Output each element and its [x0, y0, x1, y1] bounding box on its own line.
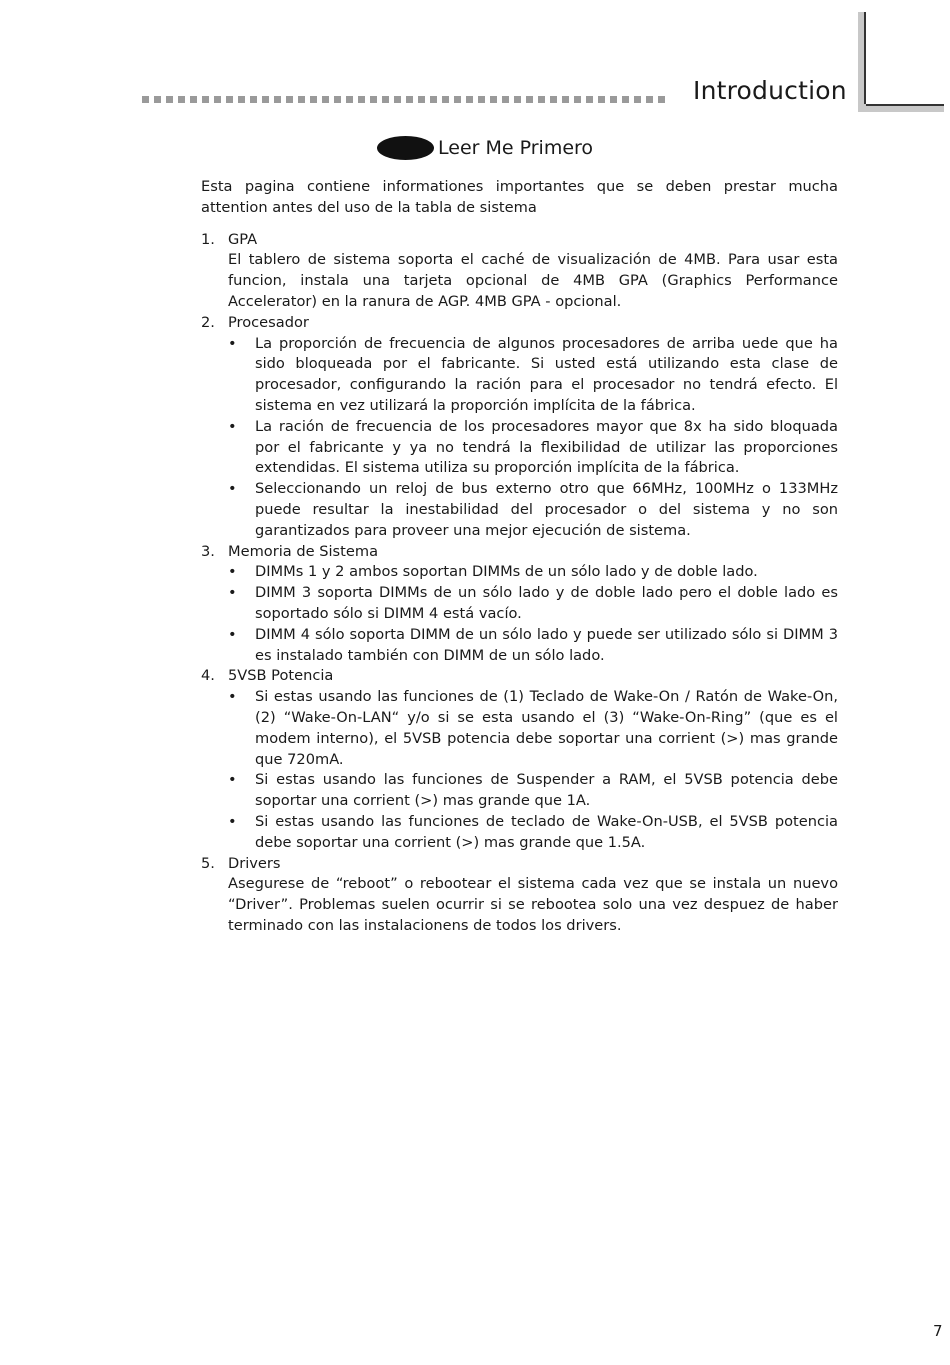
item-body [228, 854, 838, 937]
bullet-item [228, 687, 838, 770]
numbered-list [201, 230, 838, 937]
rule-dot [334, 96, 341, 103]
rule-dot [610, 96, 617, 103]
bullet-glyph: • [228, 480, 237, 498]
section-heading [377, 136, 593, 160]
bullet-text: Si estas usando las funciones de teclado de Wake-On-USB, el 5VSB potencia debe soportar una corrient (>) mas grande que 1.5A. [255, 812, 838, 851]
document-body [201, 177, 838, 937]
item-text: El tablero de sistema soporta el caché de visualización de 4MB. Para usar esta funcion, instala una tarjeta opcional de 4MB GPA (Graphics Performance Accelerator) en la ranura de AGP. 4MB GPA - opcional. [228, 251, 838, 310]
bullet-glyph: • [228, 334, 237, 352]
rule-dot [286, 96, 293, 103]
rule-dot [454, 96, 461, 103]
rule-dot [346, 96, 353, 103]
corner-decoration-horizontal [858, 104, 944, 112]
rule-dot [226, 96, 233, 103]
item-title: 5VSB Potencia [228, 667, 334, 685]
list-item [201, 230, 838, 313]
list-item [201, 666, 838, 853]
rule-dot [190, 96, 197, 103]
rule-dot [418, 96, 425, 103]
rule-dot [178, 96, 185, 103]
item-body [228, 542, 838, 667]
rule-dot [634, 96, 641, 103]
item-body [228, 313, 838, 542]
header-dot-rule [142, 96, 682, 104]
rule-dot [370, 96, 377, 103]
rule-dot [490, 96, 497, 103]
rule-dot [214, 96, 221, 103]
bullet-item [228, 334, 838, 417]
page-number: 7 [933, 1322, 943, 1340]
item-number: 3. [201, 542, 215, 560]
item-number: 2. [201, 313, 215, 331]
rule-dot [406, 96, 413, 103]
rule-dot [502, 96, 509, 103]
rule-dot [382, 96, 389, 103]
rule-dot [154, 96, 161, 103]
rule-dot [622, 96, 629, 103]
bullet-item [228, 770, 838, 812]
rule-dot [142, 96, 149, 103]
bullet-text: DIMM 3 soporta DIMMs de un sólo lado y de doble lado pero el doble lado es soportado sólo si DIMM 4 está vacío. [255, 584, 838, 622]
rule-dot [538, 96, 545, 103]
rule-dot [586, 96, 593, 103]
item-body [228, 230, 838, 313]
item-body [228, 666, 838, 853]
rule-dot [550, 96, 557, 103]
bullet-glyph: • [228, 625, 237, 643]
bullet-glyph: • [228, 417, 237, 435]
list-item [201, 542, 838, 667]
rule-dot [658, 96, 665, 103]
corner-decoration-vertical [858, 12, 866, 112]
rule-dot [442, 96, 449, 103]
rule-dot [322, 96, 329, 103]
bullet-text: Si estas usando las funciones de Suspender a RAM, el 5VSB potencia debe soportar una corrient (>) mas grande que 1A. [255, 771, 838, 810]
rule-dot [394, 96, 401, 103]
bullet-glyph: • [228, 812, 237, 830]
item-number: 5. [201, 854, 215, 872]
rule-dot [250, 96, 257, 103]
rule-dot [526, 96, 533, 103]
bullet-text: DIMM 4 sólo soporta DIMM de un sólo lado y puede ser utilizado sólo si DIMM 3 es instalado también con DIMM de un sólo lado. [255, 625, 838, 664]
item-title: Drivers [228, 854, 281, 872]
bullet-item [228, 812, 838, 854]
bullet-item [228, 479, 838, 541]
bullet-item [228, 562, 838, 583]
rule-dot [274, 96, 281, 103]
list-item [201, 854, 838, 937]
page-title: Introduction [693, 76, 847, 105]
intro-paragraph: Esta pagina contiene informationes importantes que se deben prestar mucha attention antes del uso de la tabla de sistema [201, 178, 838, 216]
bullet-text: La ración de frecuencia de los procesadores mayor que 8x ha sido bloquada por el fabricante y ya no tendrá la flexibilidad de utilizar las proporciones extendidas. El sistema utiliza su proporción implícita de la fábrica. [255, 417, 838, 477]
bullet-text: Si estas usando las funciones de (1) Teclado de Wake-On / Ratón de Wake-On, (2) “Wake-On-LAN“ y/o si se esta usando el (3) “Wake-On-Ring” (que es el modem interno), el 5VSB potencia debe soportar una corrient (>) mas grande que 720mA. [255, 688, 838, 768]
list-item [201, 313, 838, 542]
item-title: GPA [228, 230, 258, 248]
rule-dot [166, 96, 173, 103]
rule-dot [430, 96, 437, 103]
bullet-glyph: • [228, 563, 237, 581]
item-text: Asegurese de “reboot” o rebootear el sistema cada vez que se instala un nuevo “Driver”. Problemas suelen ocurrir si se rebootea solo una vez despuez de haber terminado con las instalacionens de todos los drivers. [228, 875, 838, 934]
rule-dot [262, 96, 269, 103]
bullet-list [228, 562, 838, 666]
rule-dot [466, 96, 473, 103]
rule-dot [514, 96, 521, 103]
rule-dot [646, 96, 653, 103]
bullet-glyph: • [228, 688, 237, 706]
section-title: Leer Me Primero [438, 137, 594, 159]
bullet-text: DIMMs 1 y 2 ambos soportan DIMMs de un sólo lado y de doble lado. [255, 563, 758, 581]
bullet-glyph: • [228, 771, 237, 789]
bullet-item [228, 625, 838, 667]
item-number: 4. [201, 667, 215, 685]
bullet-item [228, 417, 838, 479]
rule-dot [478, 96, 485, 103]
item-title: Procesador [228, 313, 309, 331]
rule-dot [202, 96, 209, 103]
rule-dot [238, 96, 245, 103]
rule-dot [310, 96, 317, 103]
bullet-text: Seleccionando un reloj de bus externo otro que 66MHz, 100MHz o 133MHz puede resultar la inestabilidad del procesador o del sistema y no son garantizados para proveer una mejor ejecución de sistema. [255, 480, 838, 539]
item-number: 1. [201, 230, 215, 248]
item-title: Memoria de Sistema [228, 542, 379, 560]
bullet-list [228, 334, 838, 542]
rule-dot [598, 96, 605, 103]
bullet-text: La proporción de frecuencia de algunos procesadores de arriba uede que ha sido bloqueada por el fabricante. Si usted está utilizando esta clase de procesador, configurando la ración para el procesador no tendrá efecto. El sistema en vez utilizará la proporción implícita de la fábrica. [255, 334, 838, 414]
bullet-list [228, 687, 838, 853]
rule-dot [358, 96, 365, 103]
rule-dot [562, 96, 569, 103]
rule-dot [574, 96, 581, 103]
section-pill-marker [377, 136, 434, 160]
bullet-glyph: • [228, 584, 237, 602]
bullet-item [228, 583, 838, 625]
rule-dot [298, 96, 305, 103]
